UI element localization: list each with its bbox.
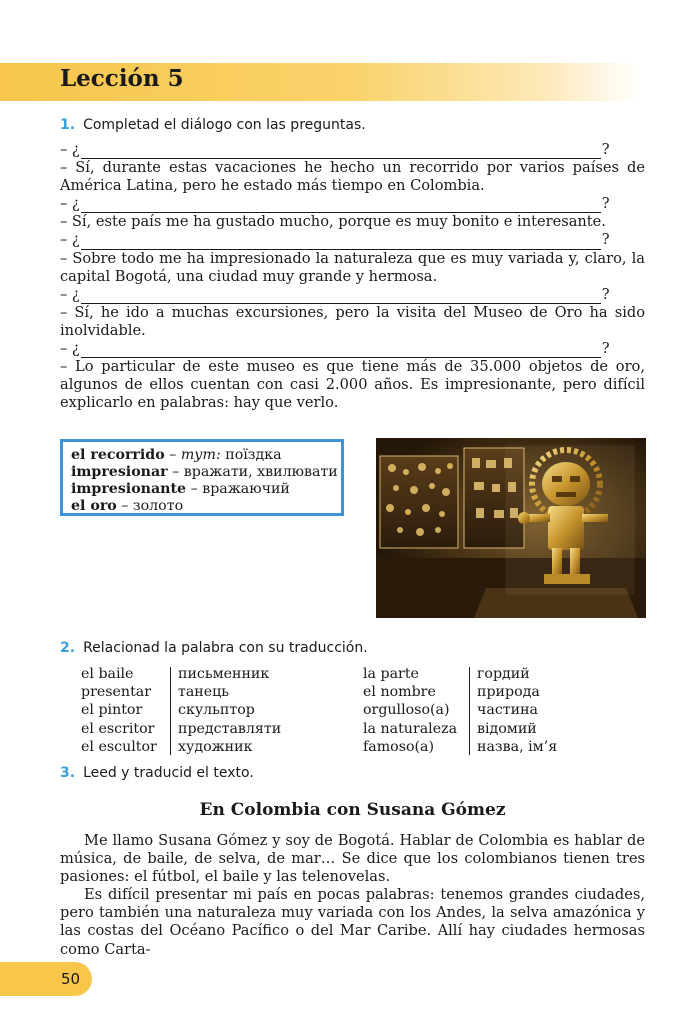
dialog-answer-4: – Sí, he ido a muchas excursiones, pero la visita del Museo de Oro ha sido inolvidable. xyxy=(60,303,645,339)
vocab-row: el oro – золото xyxy=(71,498,184,514)
list-item: la naturaleza xyxy=(363,720,458,737)
list-item: відомий xyxy=(477,720,537,737)
task-1-heading xyxy=(60,117,366,133)
list-item: художник xyxy=(178,738,253,755)
vocab-translation: поїздка xyxy=(225,447,282,463)
question-blank-4[interactable]: – ¿ ? xyxy=(60,285,610,303)
list-item: famoso(a) xyxy=(363,738,435,755)
vocab-row: impresionante – вражаючий xyxy=(71,481,290,497)
article-body xyxy=(60,832,645,959)
list-item: el nombre xyxy=(363,684,436,701)
vocab-row: impresionar – вражати, хвилювати xyxy=(71,464,338,480)
list-item: el escultor xyxy=(81,738,157,755)
question-blank-5[interactable]: – ¿ ? xyxy=(60,340,610,358)
task-1-number: 1. xyxy=(60,117,76,133)
list-item: гордий xyxy=(477,666,530,682)
list-item: частина xyxy=(477,702,539,719)
vocab-term: el recorrido xyxy=(71,447,165,463)
dialog-exercise xyxy=(60,141,645,412)
vocab-term: impresionar xyxy=(71,464,168,480)
list-item: назва, ім’я xyxy=(477,738,558,755)
vocab-term: el oro xyxy=(71,498,117,514)
vocab-note: тут: xyxy=(180,447,221,463)
list-item: el escritor xyxy=(81,720,155,737)
right-words-column xyxy=(363,665,457,756)
vocab-term: impresionante xyxy=(71,481,187,497)
article-paragraph: Es difícil presentar mi país en pocas palabras: tenemos grandes ciudades, pero también una naturaleza muy variada con los Andes, la selva amazónica y las costas del Océano Pacífico o del Mar Caribe. Allí hay ciudades hermosas como Carta- xyxy=(60,886,645,958)
left-words-column xyxy=(81,665,157,756)
page-number: 50 xyxy=(61,970,81,988)
list-item: природа xyxy=(477,684,540,701)
question-blank-3[interactable]: – ¿ ? xyxy=(60,231,610,249)
vocabulary-box xyxy=(60,439,344,516)
list-item: orgulloso(a) xyxy=(363,702,450,719)
task-2-heading xyxy=(60,640,368,656)
list-item: письменник xyxy=(178,666,270,682)
task-2-instruction: Relacionad la palabra con su traducción. xyxy=(83,640,368,656)
list-item: танець xyxy=(178,684,230,701)
list-item: presentar xyxy=(81,684,152,701)
lesson-title: Lección 5 xyxy=(60,65,184,92)
vocab-row: el recorrido – тут: поїздка xyxy=(71,447,282,463)
gold-figure-image xyxy=(376,438,646,618)
dialog-answer-1: – Sí, durante estas vacaciones he hecho un recorrido por varios países de América Latina, pero he estado más tiempo en Colombia. xyxy=(60,159,645,195)
right-translations-column xyxy=(477,665,557,756)
dialog-answer-3: – Sobre todo me ha impresionado la naturaleza que es muy variada y, claro, la capital Bogotá, una ciudad muy grande y hermosa. xyxy=(60,249,645,285)
vocab-translation: золото xyxy=(132,498,184,514)
vocab-translation: вражати, хвилювати xyxy=(183,464,338,480)
dialog-answer-2: – Sí, este país me ha gustado mucho, porque es muy bonito e interesante. xyxy=(60,213,606,231)
task-3-heading xyxy=(60,765,254,781)
article-paragraph: Me llamo Susana Gómez y soy de Bogotá. Hablar de Colombia es hablar de música, de baile, de selva, de mar… Se dice que los colombianos tienen tres pasiones: el fútbol, el baile y las telenovelas. xyxy=(60,832,645,886)
list-item: представляти xyxy=(178,720,282,737)
vocab-translation: вражаючий xyxy=(202,481,290,497)
task-3-instruction: Leed y traducid el texto. xyxy=(83,765,254,781)
list-item: el baile xyxy=(81,666,134,682)
list-item: el pintor xyxy=(81,702,143,719)
list-item: скульптор xyxy=(178,702,255,719)
question-blank-1[interactable]: – ¿ ? xyxy=(60,141,610,158)
column-divider xyxy=(170,667,171,755)
dialog-answer-5: – Lo particular de este museo es que tiene más de 35.000 objetos de oro, algunos de ellos cuentan con casi 2.000 años. Es impresionante, pero difícil explicarlo en palabras: hay que verlo. xyxy=(60,358,645,412)
column-divider xyxy=(469,667,470,755)
article-title: En Colombia con Susana Gómez xyxy=(199,800,506,820)
task-3-number: 3. xyxy=(60,765,76,781)
task-2-number: 2. xyxy=(60,640,76,656)
question-blank-2[interactable]: – ¿ ? xyxy=(60,195,610,213)
museum-photo xyxy=(376,438,646,618)
list-item: la parte xyxy=(363,666,419,682)
task-1-instruction: Completad el diálogo con las preguntas. xyxy=(83,117,366,133)
left-translations-column xyxy=(178,665,281,756)
